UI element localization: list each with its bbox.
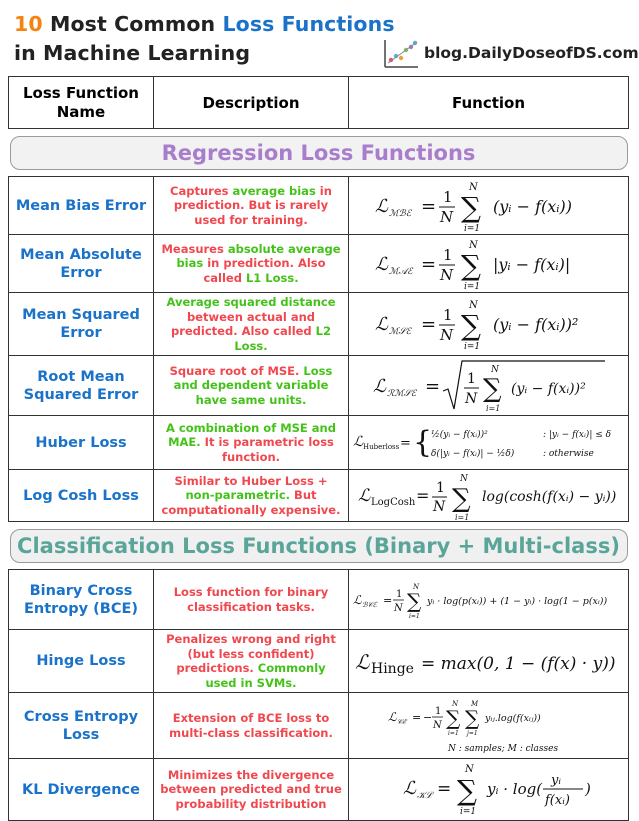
svg-text:∑: ∑ [407,588,422,613]
svg-text:yᵢ: yᵢ [550,772,561,788]
svg-text:i=1: i=1 [459,806,476,817]
table-row [9,759,629,821]
table-header-row [9,77,629,129]
brand [382,38,639,70]
loss-description [154,470,349,522]
section-title-regression: Regression Loss Functions [10,136,628,170]
svg-text:N: N [413,582,420,591]
table-row [9,470,629,522]
column-header-function: Function [349,77,629,129]
loss-description [154,693,349,759]
svg-text:1: 1 [396,588,403,600]
loss-formula [349,759,629,821]
header [0,0,639,74]
loss-description [154,235,349,293]
svg-text:1: 1 [442,245,453,264]
svg-text:=: = [415,485,429,505]
loss-description [154,416,349,470]
description-segment: It is parametric loss function. [200,435,334,464]
svg-text:: otherwise: : otherwise [543,448,594,459]
description-segment: average bias [232,183,316,198]
svg-text:i=1: i=1 [409,612,420,620]
svg-text:Hinge: Hinge [371,661,414,677]
svg-text:ℒ: ℒ [353,433,364,450]
svg-text:yᵢⱼ.log(f(xᵢⱼ)): yᵢⱼ.log(f(xᵢⱼ)) [484,712,541,724]
svg-text:∑: ∑ [460,248,481,282]
page-title [14,12,395,36]
svg-text:1: 1 [442,187,453,206]
formula-kl [369,760,609,820]
formula-ce [384,695,594,757]
formula-rmse [369,357,609,415]
loss-name: Huber Loss [9,416,154,470]
description-segment: Similar to Huber Loss + [174,473,328,488]
svg-text:ℒ: ℒ [374,253,388,275]
svg-text:−: − [422,710,432,724]
svg-text:ℒ: ℒ [355,650,370,674]
table-row [9,416,629,470]
chart-logo-icon [382,38,420,70]
table-row [9,570,629,630]
section-row-regression [9,129,629,177]
loss-name: Mean Absolute Error [9,235,154,293]
svg-text:i=1: i=1 [454,512,469,522]
svg-text:=: = [420,253,436,275]
loss-name: Hinge Loss [9,630,154,693]
formula-mbe [369,178,609,234]
title-number: 10 [14,12,43,36]
svg-text:i=1: i=1 [463,342,480,352]
svg-text:N: N [451,699,458,708]
svg-text:log(cosh(f(xᵢ) − yᵢ)): log(cosh(f(xᵢ) − yᵢ)) [481,488,616,505]
svg-text:N: N [490,364,499,375]
loss-formula [349,177,629,235]
svg-text:∑: ∑ [445,705,460,730]
svg-text:=: = [420,314,436,335]
svg-text:δ(|yᵢ − f(xᵢ)| − ½δ): δ(|yᵢ − f(xᵢ)| − ½δ) [431,448,515,459]
loss-formula [349,693,629,759]
loss-name: Mean Bias Error [9,177,154,235]
table-row [9,630,629,693]
svg-text:(yᵢ − f(xᵢ)): (yᵢ − f(xᵢ)) [492,196,572,216]
description-segment: A combination of MSE and MAE. [166,420,336,450]
svg-text:N : samples; M : classes: N : samples; M : classes [447,743,558,754]
svg-text:N: N [464,390,477,407]
description-segment: But computationally expensive. [161,488,341,517]
svg-text:=: = [411,710,421,724]
svg-text:ℛℳ𝒮ℰ: ℛℳ𝒮ℰ [386,388,416,399]
svg-text:ℳℬℰ: ℳℬℰ [388,208,411,219]
svg-text:1: 1 [435,479,445,496]
loss-functions-table [8,76,629,821]
svg-text:f(xᵢ): f(xᵢ) [544,792,570,808]
loss-name: Log Cosh Loss [9,470,154,522]
brand-url: blog.DailyDoseofDS.com [424,44,639,62]
svg-text:i=1: i=1 [463,223,480,234]
svg-text:ℒ: ℒ [372,375,386,397]
loss-formula [349,293,629,356]
svg-text:): ) [584,779,591,798]
column-header-name: Loss Function Name [9,77,154,129]
table-row [9,235,629,293]
svg-text:=: = [436,778,451,799]
svg-text:(yᵢ − f(xᵢ))²: (yᵢ − f(xᵢ))² [492,315,578,334]
description-segment: Minimizes the divergence between predicted and true probability distribution [160,767,342,811]
loss-description [154,293,349,356]
svg-text:j=1: j=1 [466,729,478,737]
formula-mse [369,295,609,353]
svg-text:N: N [394,602,403,614]
svg-text:N: N [439,207,453,226]
formula-mae [369,236,609,292]
svg-text:N: N [468,239,478,251]
loss-name: Mean Squared Error [9,293,154,356]
svg-text:ℒ: ℒ [357,485,370,506]
description-segment: absolute average bias [176,241,341,271]
svg-text:ℒ: ℒ [374,314,388,335]
svg-text:1: 1 [466,370,476,387]
description-segment: in prediction. Also called [203,256,326,285]
description-segment: Extension of BCE loss to multi-class classification. [169,711,333,740]
description-segment: L2 Loss. [234,324,332,353]
description-segment: between actual and predicted. Also called [170,309,316,338]
description-segment: Loss and dependent variable have same units. [173,363,333,407]
svg-text:ℒ: ℒ [402,777,416,799]
description-segment: Captures [170,183,233,198]
loss-description [154,630,349,693]
svg-text:(yᵢ − f(xᵢ))²: (yᵢ − f(xᵢ))² [510,380,586,397]
svg-text:=: = [400,435,411,451]
table-row [9,177,629,235]
svg-text:i=1: i=1 [485,403,500,413]
svg-text:1: 1 [442,306,453,324]
table-row [9,356,629,416]
svg-text:=: = [424,375,440,397]
loss-formula [349,470,629,522]
svg-text:𝒞ℰ: 𝒞ℰ [396,717,406,726]
loss-formula [349,570,629,630]
description-segment: Square root of MSE. [169,363,304,378]
description-segment: Measures [161,241,228,256]
description-segment: non-parametric. [185,488,291,503]
section-row-classification [9,522,629,570]
svg-text:{: { [413,424,433,460]
loss-formula [349,416,629,470]
table-row [9,693,629,759]
svg-text:∑: ∑ [464,705,479,730]
svg-text:=: = [420,195,436,217]
loss-formula [349,630,629,693]
svg-text:|yᵢ − f(xᵢ)|: |yᵢ − f(xᵢ)| [492,254,570,274]
formula-hinge [353,633,627,689]
title-part1: Most Common [49,12,216,36]
loss-description [154,177,349,235]
svg-text:∑: ∑ [451,483,471,514]
svg-text:ℒ: ℒ [374,195,388,217]
formula-logcosh [354,471,624,521]
svg-text:=: = [383,593,393,607]
svg-text:∑: ∑ [456,773,477,807]
svg-text:∑: ∑ [460,309,481,342]
svg-text:Huberloss: Huberloss [363,442,400,451]
svg-text:ℳ𝒮ℰ: ℳ𝒮ℰ [388,327,411,337]
svg-text:N: N [468,300,478,311]
description-segment: in prediction. But is rarely used for training. [173,183,332,227]
svg-text:1: 1 [434,705,441,717]
title-part2: Loss Functions [222,12,395,36]
loss-name: KL Divergence [9,759,154,821]
svg-text:N: N [439,326,453,344]
svg-text:𝒦ℒ: 𝒦ℒ [416,790,432,801]
loss-formula [349,356,629,416]
description-segment: Penalizes wrong and right (but less confident) predictions. [166,632,336,675]
formula-bce [353,572,627,628]
loss-name: Cross Entropy Loss [9,693,154,759]
svg-text:ℒ: ℒ [353,592,362,607]
svg-text:M: M [470,699,478,708]
svg-text:N: N [464,763,474,775]
loss-name: Root Mean Squared Error [9,356,154,416]
svg-text:ℒ: ℒ [387,709,397,724]
svg-text:LogCosh: LogCosh [370,496,415,508]
formula-huber [353,418,627,468]
loss-description [154,570,349,630]
loss-name: Binary Cross Entropy (BCE) [9,570,154,630]
svg-text:N: N [468,181,478,193]
svg-text:½(yᵢ − f(xᵢ))²: ½(yᵢ − f(xᵢ))² [431,429,488,440]
svg-text:∑: ∑ [460,190,481,224]
description-segment: Average squared distance [166,295,336,309]
page-title-line2: in Machine Learning [14,41,251,65]
svg-text:N: N [439,265,453,284]
svg-text:: |yᵢ − f(xᵢ)| ≤ δ: : |yᵢ − f(xᵢ)| ≤ δ [543,429,612,440]
description-segment: Loss function for binary classification tasks. [173,585,329,614]
description-segment: L1 Loss. [245,270,299,285]
svg-text:i=1: i=1 [447,729,459,737]
svg-text:ℳ𝒜ℰ: ℳ𝒜ℰ [388,266,413,277]
svg-text:ℬ𝒞ℰ: ℬ𝒞ℰ [362,600,377,609]
svg-text:= max(0, 1 − (f(x) · y)): = max(0, 1 − (f(x) · y)) [421,654,616,674]
table-row [9,293,629,356]
svg-text:∑: ∑ [482,373,502,404]
svg-text:N: N [459,473,468,484]
loss-formula [349,235,629,293]
loss-description [154,759,349,821]
svg-text:yᵢ · log(p(xᵢ)) + (1 − yᵢ) · l: yᵢ · log(p(xᵢ)) + (1 − yᵢ) · log(1 − p(xᵢ)) [427,595,608,607]
svg-text:N: N [432,498,445,515]
svg-text:N: N [432,719,442,731]
loss-description [154,356,349,416]
svg-text:yᵢ · log(: yᵢ · log( [486,779,542,798]
column-header-description: Description [154,77,349,129]
svg-text:i=1: i=1 [463,281,480,292]
description-segment: Commonly used in SVMs. [205,661,326,690]
section-title-classification: Classification Loss Functions (Binary + Multi-class) [10,529,628,563]
